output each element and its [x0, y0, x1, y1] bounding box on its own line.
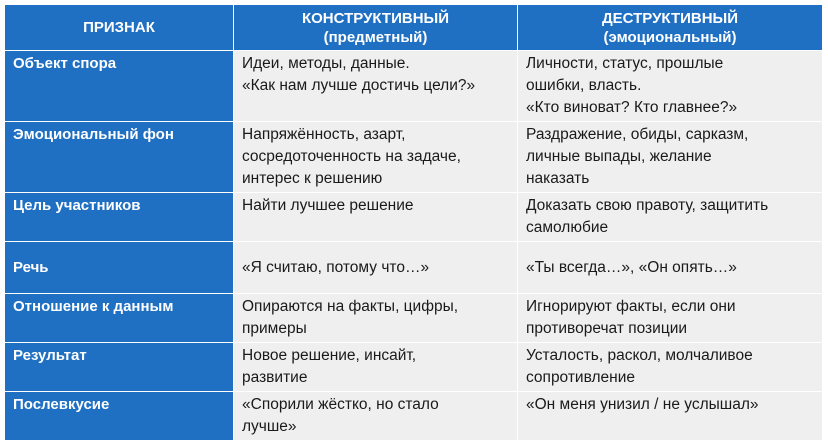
table-row: [5, 343, 823, 392]
constructive-cell: «Спорили жёстко, но стало лучше»: [234, 392, 518, 441]
destructive-cell: Доказать свою правоту, защитить самолюбие: [518, 193, 823, 242]
table-row: [5, 193, 823, 242]
header-attribute: ПРИЗНАК: [5, 5, 234, 51]
header-constructive: КОНСТРУКТИВНЫЙ (предметный): [234, 5, 518, 51]
table-row: [5, 294, 823, 343]
destructive-cell: «Ты всегда…», «Он опять…»: [518, 242, 823, 294]
constructive-cell: Напряжённость, азарт, сосредоточенность на задаче, интерес к решению: [234, 122, 518, 193]
row-label: Эмоциональный фон: [5, 122, 234, 193]
destructive-cell: Игнорируют факты, если они противоречат позиции: [518, 294, 823, 343]
row-label: Отношение к данным: [5, 294, 234, 343]
destructive-cell: Усталость, раскол, молчаливое сопротивление: [518, 343, 823, 392]
header-destructive: ДЕСТРУКТИВНЫЙ (эмоциональный): [518, 5, 823, 51]
row-label: Послевкусие: [5, 392, 234, 441]
row-label: Объект спора: [5, 51, 234, 122]
constructive-cell: Найти лучшее решение: [234, 193, 518, 242]
destructive-cell: Личности, статус, прошлые ошибки, власть. «Кто виноват? Кто главнее?»: [518, 51, 823, 122]
destructive-cell: «Он меня унизил / не услышал»: [518, 392, 823, 441]
row-label: Речь: [5, 242, 234, 294]
table-row: [5, 122, 823, 193]
table-row: [5, 392, 823, 441]
constructive-cell: Новое решение, инсайт, развитие: [234, 343, 518, 392]
table-row: [5, 51, 823, 122]
table-row: [5, 242, 823, 294]
destructive-cell: Раздражение, обиды, сарказм, личные выпады, желание наказать: [518, 122, 823, 193]
constructive-cell: Опираются на факты, цифры, примеры: [234, 294, 518, 343]
row-label: Результат: [5, 343, 234, 392]
comparison-table: [4, 4, 823, 441]
row-label: Цель участников: [5, 193, 234, 242]
constructive-cell: Идеи, методы, данные. «Как нам лучше достичь цели?»: [234, 51, 518, 122]
constructive-cell: «Я считаю, потому что…»: [234, 242, 518, 294]
header-row: [5, 5, 823, 51]
